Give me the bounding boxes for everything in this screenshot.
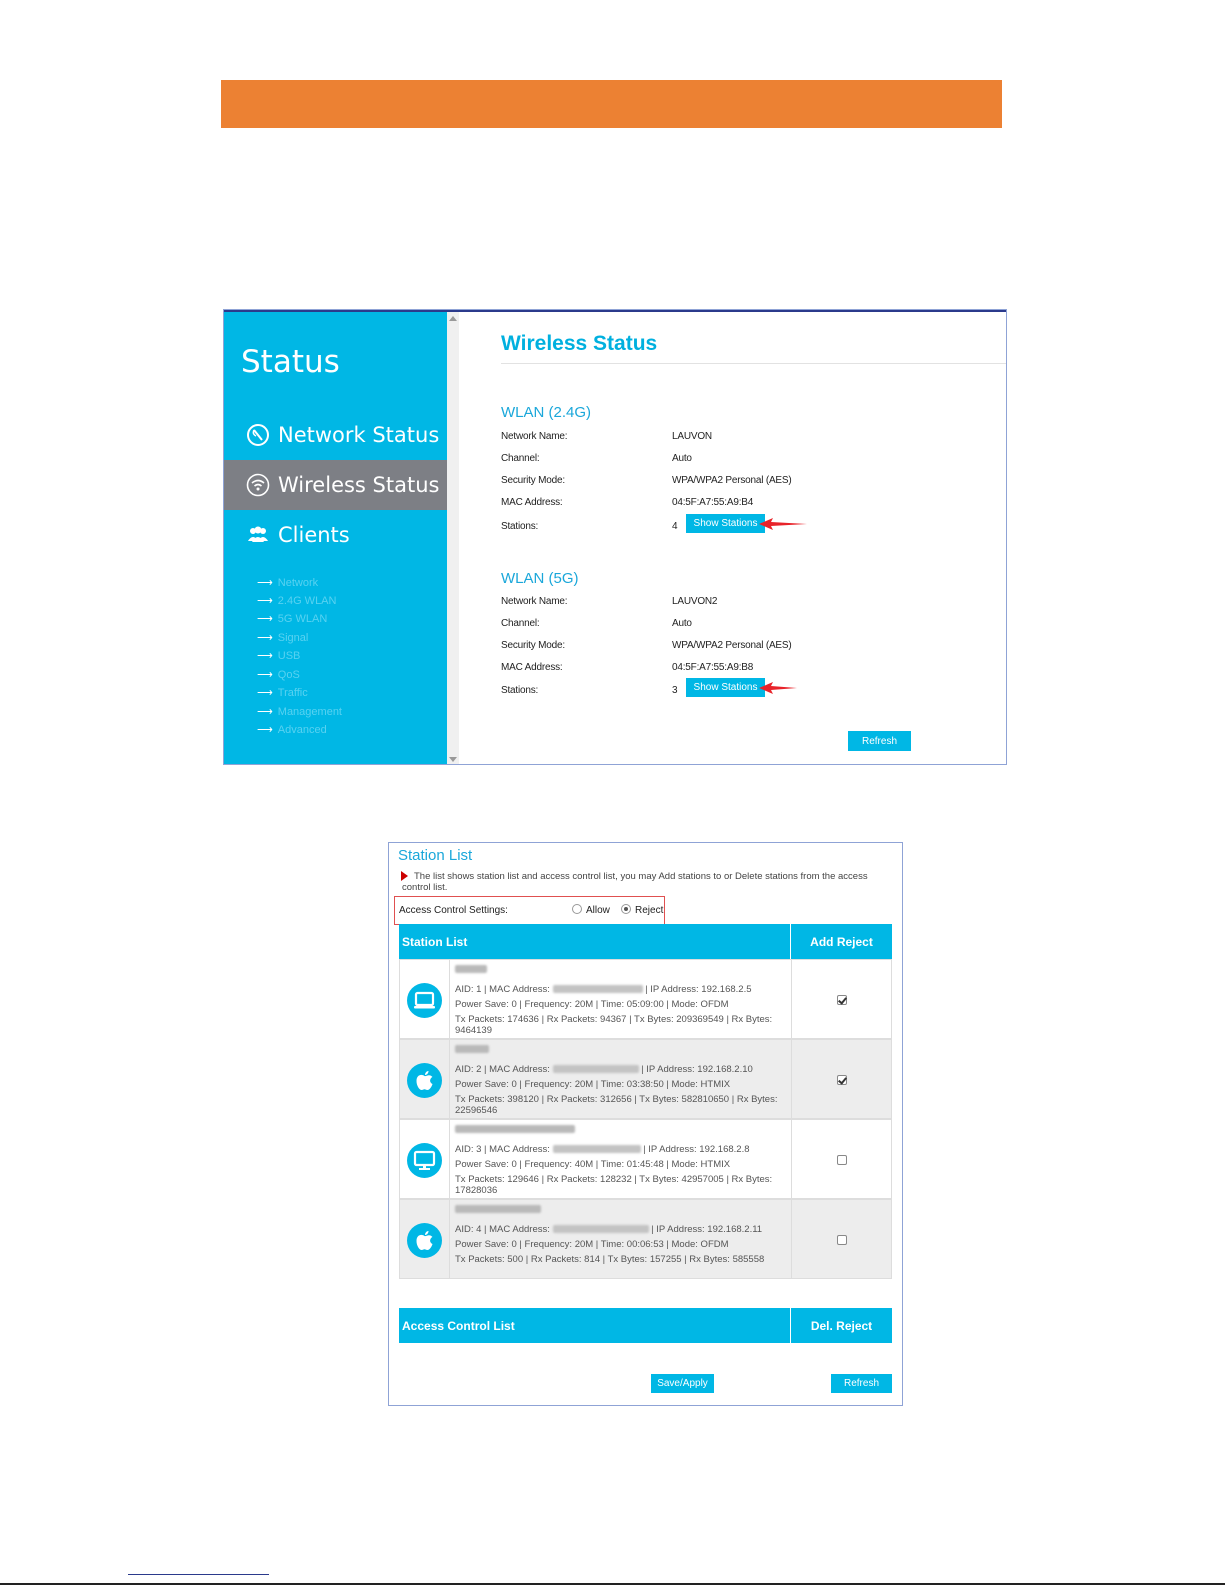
wlan-24g-heading: WLAN (2.4G) [501,404,592,421]
arrow-right-icon: ⟶ [257,595,273,607]
network-status-icon [246,423,270,447]
submenu-traffic[interactable]: ⟶ Traffic [257,686,308,699]
arrow-right-icon: ⟶ [257,706,273,718]
access-control-settings-label: Access Control Settings: [399,905,508,916]
submenu-qos[interactable]: ⟶ QoS [257,668,300,681]
wlan5-mac-label: MAC Address: [501,662,563,673]
orange-banner [221,80,1002,128]
laptop-icon [407,983,442,1018]
wlan24-security-label: Security Mode: [501,475,565,486]
wlan5-channel-value: Auto [672,618,692,629]
add-reject-column-header: Add Reject [790,924,892,959]
blurred-station-name [455,1205,541,1213]
wlan24-stations-count: 4 [672,521,678,532]
table-row [399,959,892,1039]
blurred-station-name [455,965,487,973]
blurred-mac [553,985,643,993]
submenu-advanced[interactable]: ⟶ Advanced [257,723,327,736]
submenu-signal[interactable]: ⟶ Signal [257,631,309,644]
station-list-table-header [399,924,892,959]
wlan24-network-name-value: LAUVON [672,431,712,442]
sidebar-item-label: Network Status [278,423,440,447]
submenu-network[interactable]: ⟶ Network [257,576,319,589]
show-stations-24g-button[interactable]: Show Stations [686,514,765,533]
wlan5-security-label: Security Mode: [501,640,565,651]
clients-icon [246,523,270,547]
del-reject-column-header: Del. Reject [790,1308,892,1343]
blurred-mac [553,1225,649,1233]
blurred-mac [553,1065,639,1073]
submenu-5g-wlan[interactable]: ⟶ 5G WLAN [257,612,328,625]
wireless-status-screenshot [223,309,1007,765]
wlan24-mac-label: MAC Address: [501,497,563,508]
apple-icon [407,1063,442,1098]
station-info: AID: 3 | MAC Address: | IP Address: 192.168.2.8 Power Save: 0 | Frequency: 40M | Time: 01:45:48 | Mode: HTMIX Tx Packets: 129646 | Rx Packets: 128232 | Tx Bytes: 42957005 | Rx Bytes: 17828036 [455,1125,788,1196]
table-row [399,1119,892,1199]
arrow-right-icon: ⟶ [257,724,273,736]
reject-radio[interactable] [621,904,631,914]
add-reject-checkbox[interactable] [837,1075,847,1085]
station-list-column-header: Station List [402,935,468,949]
submenu-usb[interactable]: ⟶ USB [257,649,301,662]
blurred-station-name [455,1045,489,1053]
station-list-title: Station List [398,847,473,864]
vertical-scrollbar[interactable] [447,312,459,765]
wlan-5g-heading: WLAN (5G) [501,570,579,587]
sidebar-item-network-status[interactable] [224,410,447,460]
wlan5-network-name-value: LAUVON2 [672,596,718,607]
refresh-button[interactable]: Refresh [831,1374,892,1393]
station-info: AID: 1 | MAC Address: | IP Address: 192.168.2.5 Power Save: 0 | Frequency: 20M | Time: 05:09:00 | Mode: OFDM Tx Packets: 174636 | Rx Packets: 94367 | Tx Bytes: 209369549 | Rx Bytes: 9464139 [455,965,788,1036]
wifi-icon [246,473,270,497]
arrow-right-icon: ⟶ [257,650,273,662]
monitor-icon [407,1143,442,1178]
wireless-status-content [459,312,1006,765]
arrow-right-icon: ⟶ [257,577,273,589]
wlan5-channel-label: Channel: [501,618,540,629]
sidebar-item-clients[interactable] [224,510,447,560]
refresh-button[interactable]: Refresh [848,731,911,751]
title-divider [501,363,1006,364]
blurred-station-name [455,1125,575,1133]
save-apply-button[interactable]: Save/Apply [651,1374,714,1393]
sidebar [224,312,447,765]
station-list-screenshot [388,842,903,1406]
red-arrow-annotation [759,681,799,695]
page-title: Wireless Status [501,332,658,355]
sidebar-item-label: Clients [278,523,350,547]
access-control-list-column-header: Access Control List [402,1319,515,1333]
allow-radio[interactable] [572,904,582,914]
wlan24-mac-value: 04:5F:A7:55:A9:B4 [672,497,754,508]
arrow-right-icon: ⟶ [257,687,273,699]
add-reject-checkbox[interactable] [837,995,847,1005]
apple-icon [407,1223,442,1258]
show-stations-5g-button[interactable]: Show Stations [686,678,765,697]
blurred-mac [553,1145,641,1153]
arrow-right-icon: ⟶ [257,613,273,625]
wlan5-stations-count: 3 [672,685,678,696]
station-info: AID: 4 | MAC Address: | IP Address: 192.168.2.11 Power Save: 0 | Frequency: 20M | Time: 00:06:53 | Mode: OFDM Tx Packets: 500 | Rx Packets: 814 | Tx Bytes: 157255 | Rx Bytes: 585558 [455,1205,788,1265]
wlan24-channel-label: Channel: [501,453,540,464]
wlan5-mac-value: 04:5F:A7:55:A9:B8 [672,662,754,673]
scroll-up-icon[interactable] [449,316,457,321]
wlan24-security-value: WPA/WPA2 Personal (AES) [672,475,792,486]
sidebar-title: Status [241,344,340,380]
access-control-list-header [399,1308,892,1343]
scroll-down-icon[interactable] [449,757,457,762]
footer-link-underline [128,1574,269,1575]
wlan24-stations-label: Stations: [501,521,539,532]
station-list-description: The list shows station list and access control list, you may Add stations to or Delete stations from the access control list. [402,871,868,893]
sidebar-item-wireless-status[interactable] [224,460,447,510]
add-reject-checkbox[interactable] [837,1235,847,1245]
access-control-settings [394,896,665,925]
table-row [399,1039,892,1119]
submenu-management[interactable]: ⟶ Management [257,705,342,718]
wlan5-stations-label: Stations: [501,685,539,696]
station-info: AID: 2 | MAC Address: | IP Address: 192.168.2.10 Power Save: 0 | Frequency: 20M | Time: 03:38:50 | Mode: HTMIX Tx Packets: 398120 | Rx Packets: 312656 | Tx Bytes: 582810650 | Rx Bytes: 22596546 [455,1045,788,1116]
submenu-2-4g-wlan[interactable]: ⟶ 2.4G WLAN [257,594,337,607]
wlan5-security-value: WPA/WPA2 Personal (AES) [672,640,792,651]
wlan5-network-name-label: Network Name: [501,596,568,607]
red-arrow-annotation [759,517,809,531]
allow-label: Allow [586,905,610,916]
wlan24-channel-value: Auto [672,453,692,464]
table-row [399,1199,892,1279]
arrow-right-icon: ⟶ [257,669,273,681]
sidebar-item-label: Wireless Status [278,473,440,497]
add-reject-checkbox[interactable] [837,1155,847,1165]
reject-label: Reject [635,905,664,916]
wlan24-network-name-label: Network Name: [501,431,568,442]
arrow-right-icon: ⟶ [257,632,273,644]
